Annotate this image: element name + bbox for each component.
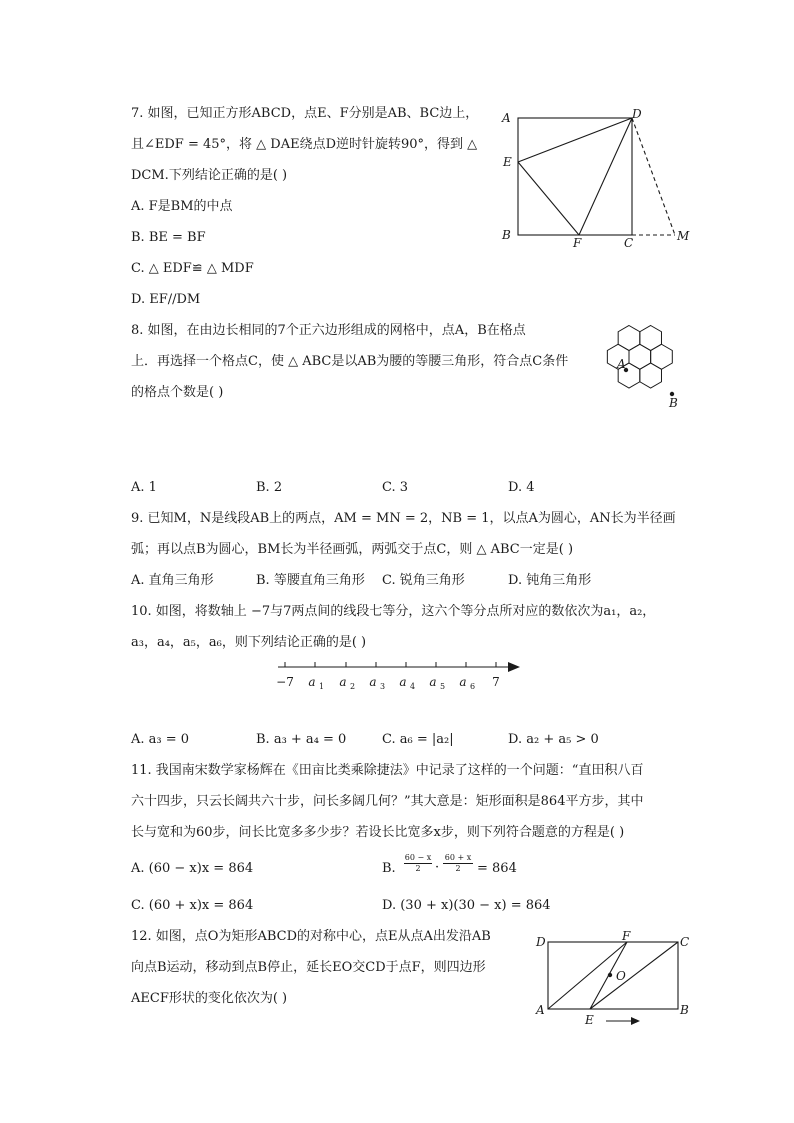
tick-sub-3: 3 [380,682,386,691]
fraction-2-numerator: 60 + x [444,853,472,862]
tick-label-a4: a [399,675,407,689]
label-d: D [536,935,546,949]
point-o [608,973,612,977]
q7-option-a[interactable]: A. F是BM的中点 [131,199,233,214]
q10-number-line-figure [268,656,524,694]
label-a: A [536,1003,545,1017]
q7-line-1: 7. 如图，已知正方形ABCD，点E、F分别是AB、BC边上， [131,106,479,121]
fraction-1 [404,853,432,874]
tick-label-a3: a [369,675,377,689]
tick-label-a5: a [429,675,437,689]
tick-sub-4: 4 [410,682,416,691]
label-a: A [617,357,626,371]
hexagon-cell [629,344,651,369]
q11-option-a[interactable]: A. (60 − x)x = 864 [131,861,254,876]
q11-line-2: 六十四步，只云长阔共六十步，问长多阔几何？”其大意是：矩形面积是864平方步，其中 [131,794,644,809]
label-f: F [573,236,582,248]
tick-label-a6: a [459,675,467,689]
q7-option-b[interactable]: B. BE = BF [131,230,206,245]
label-e: E [503,155,512,169]
q9-option-b[interactable]: B. 等腰直角三角形 [256,573,365,588]
square-abcd [518,118,632,235]
tick-sub-2: 2 [350,682,356,691]
q11-option-c[interactable]: C. (60 + x)x = 864 [131,898,254,913]
q7-square-figure [498,104,698,248]
segment-ec [590,942,678,1009]
hexagon-cell [640,363,662,388]
q11-line-1: 11. 我国南宋数学家杨辉在《田亩比类乘除捷法》中记录了这样的一个问题：“直田积八百 [131,763,644,778]
q8-line-2: 上．再选择一个格点C，使 △ ABC是以AB为腰的等腰三角形，符合点C条件 [131,354,569,369]
label-c: C [680,935,690,949]
tick-label-a1: a [308,675,316,689]
tick-sub-1: 1 [319,682,325,691]
tick-sub-5: 5 [440,682,446,691]
tick-label-a2: a [339,675,347,689]
q8-option-c[interactable]: C. 3 [382,480,409,495]
label-a: A [502,111,511,125]
motion-arrow-head [631,1017,640,1025]
q8-option-a[interactable]: A. 1 [131,480,157,495]
q7-option-d[interactable]: D. EF//DM [131,292,201,307]
q8-line-3: 的格点个数是( ) [131,385,224,400]
label-b: B [680,1003,689,1017]
q12-line-3: AECF形状的变化依次为( ) [131,991,288,1006]
hexagon-cell [651,344,673,369]
q10-line-1: 10. 如图，将数轴上 −7与7两点间的线段七等分，这六个等分点所对应的数依次为a₁，a₂， [131,604,656,619]
q9-option-d[interactable]: D. 钝角三角形 [508,573,592,588]
q8-line-1: 8. 如图，在由边长相同的7个正六边形组成的网格中，点A，B在格点 [131,323,526,338]
q9-option-a[interactable]: A. 直角三角形 [131,573,214,588]
segment-dm [632,118,675,235]
q11-option-d[interactable]: D. (30 + x)(30 − x) = 864 [382,898,551,913]
label-b: B [502,228,511,242]
q7-line-2: 且∠EDF = 45°，将 △ DAE绕点D逆时针旋转90°，得到 △ [131,137,478,152]
q10-line-2: a₃，a₄，a₅，a₆，则下列结论正确的是( ) [131,635,367,650]
q9-line-2: 弧；再以点B为圆心，BM长为半径画弧，两弧交于点C，则 △ ABC一定是( ) [131,542,574,557]
q9-line-1: 9. 已知M，N是线段AB上的两点，AM = MN = 2，NB = 1，以点A为圆心，AN长为半径画 [131,511,676,526]
q12-rectangle-figure [530,928,700,1028]
label-f: F [622,929,631,943]
multiply-dot: · [435,860,440,875]
q10-option-c[interactable]: C. a₆ = |a₂| [382,732,454,747]
tick-label-neg7: −7 [276,675,294,689]
label-b: B [669,396,678,410]
label-d: D [632,107,642,121]
q11-line-3: 长与宽和为60步，问长比宽多多少步？若设长比宽多x步，则下列符合题意的方程是( ) [131,825,625,840]
hexagon-cell [618,326,640,351]
label-m: M [677,229,690,243]
label-c: C [624,236,634,248]
fraction-2-denominator: 2 [455,864,461,873]
q9-option-c[interactable]: C. 锐角三角形 [382,573,465,588]
rectangle-abcd [548,942,678,1009]
q11-option-b-letter: B. [382,861,396,876]
axis-arrow [508,662,520,672]
segment-ef [518,162,579,235]
q8-option-d[interactable]: D. 4 [508,480,535,495]
fraction-2 [443,853,473,874]
q7-line-3: DCM.下列结论正确的是( ) [131,168,288,183]
fraction-1-denominator: 2 [415,864,421,873]
label-o: O [616,969,626,983]
tick-label-7: 7 [492,675,500,689]
q12-line-2: 向点B运动，移动到点B停止，延长EO交CD于点F，则四边形 [131,960,486,975]
q12-line-1: 12. 如图，点O为矩形ABCD的对称中心，点E从点A出发沿AB [131,929,491,944]
q7-option-c[interactable]: C. △ EDF≌ △ MDF [131,261,254,276]
tick-sub-6: 6 [470,682,476,691]
q8-hexagon-grid-figure [596,318,696,414]
q10-option-a[interactable]: A. a₃ = 0 [131,732,190,747]
q8-option-b[interactable]: B. 2 [256,480,283,495]
hexagon-cell [640,326,662,351]
q10-option-d[interactable]: D. a₂ + a₅ > 0 [508,732,599,747]
label-e: E [585,1013,594,1027]
q11-option-b-rhs: = 864 [477,861,517,876]
q10-option-b[interactable]: B. a₃ + a₄ = 0 [256,732,347,747]
fraction-1-numerator: 60 − x [404,853,432,862]
